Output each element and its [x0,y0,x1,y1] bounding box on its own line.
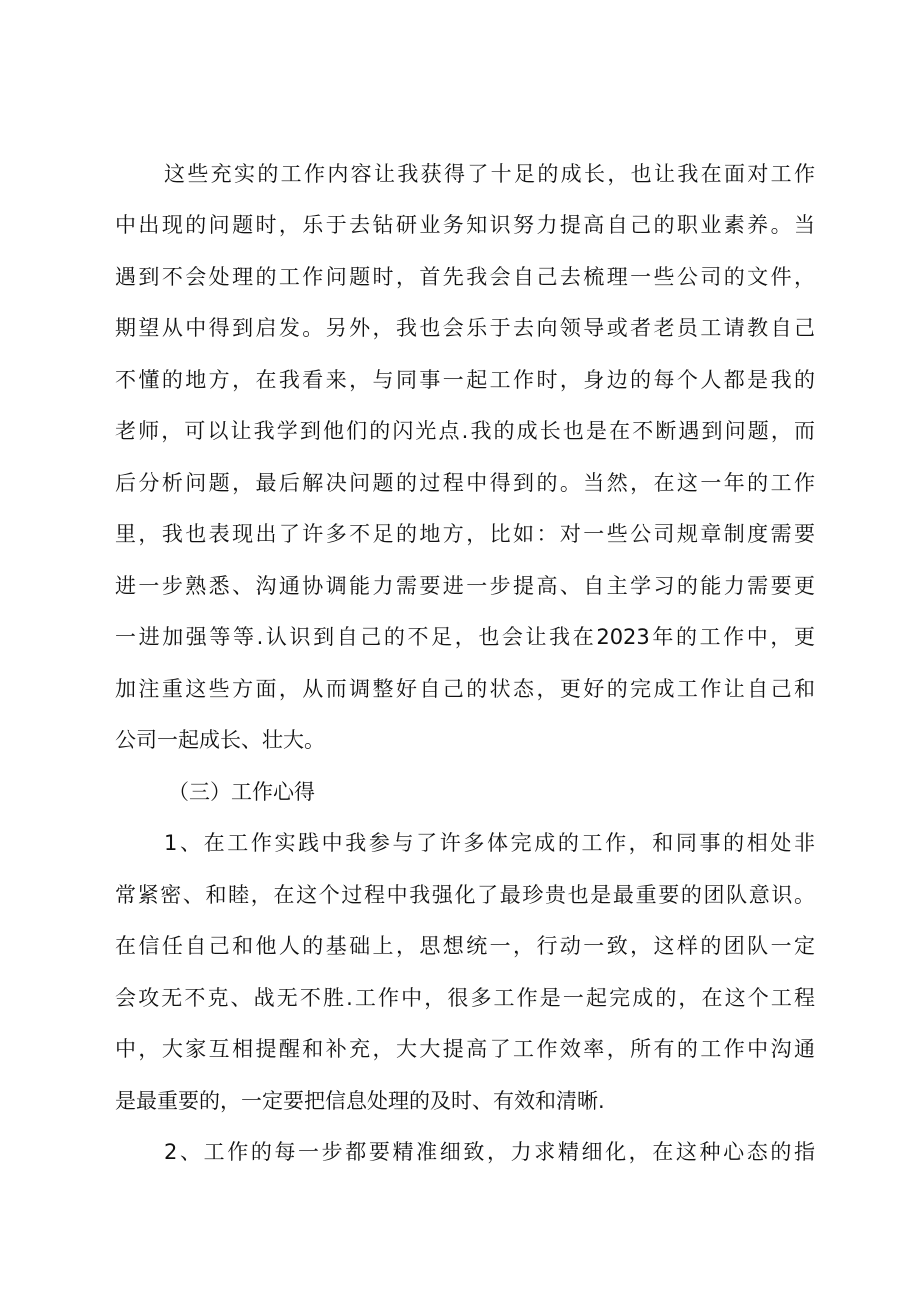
paragraph-line: 这些充实的工作内容让我获得了十足的成长，也让我在面对工作 [164,162,815,186]
paragraph-line: 在信任自己和他人的基础上，思想统一，行动一致，这样的团队一定 [115,934,815,958]
paragraph-line: 后分析问题，最后解决问题的过程中得到的。当然，在这一年的工作 [115,471,815,495]
paragraph-line: 中出现的问题时，乐于去钻研业务知识努力提高自己的职业素养。当 [115,213,815,237]
paragraph-line: 一进加强等等.认识到自己的不足，也会让我在2023年的工作中，更 [115,625,815,649]
paragraph-line: 是最重要的，一定要把信息处理的及时、有效和清晰. [115,1089,605,1113]
paragraph-line: 2、工作的每一步都要精准细致，力求精细化，在这种心态的指 [164,1140,815,1164]
paragraph-line: 期望从中得到启发。另外，我也会乐于去向领导或者老员工请教自己 [115,316,815,340]
paragraph-line: 遇到不会处理的工作问题时，首先我会自己去梳理一些公司的文件， [115,265,815,289]
paragraph-line: 不懂的地方，在我看来，与同事一起工作时，身边的每个人都是我的 [115,368,815,392]
paragraph-line: 里，我也表现出了许多不足的地方，比如：对一些公司规章制度需要 [115,522,815,546]
paragraph-line: 常紧密、和睦，在这个过程中我强化了最珍贵也是最重要的团队意识。 [115,883,815,907]
paragraph-line: 中，大家互相提醒和补充，大大提高了工作效率，所有的工作中沟通 [115,1037,815,1061]
paragraph-line: 加注重这些方面，从而调整好自己的状态，更好的完成工作让自己和 [115,677,815,701]
paragraph-line: 会攻无不克、战无不胜.工作中，很多工作是一起完成的，在这个工程 [115,986,815,1010]
paragraph-line: 进一步熟悉、沟通协调能力需要进一步提高、自主学习的能力需要更 [115,574,815,598]
section-heading: （三）工作心得 [168,780,315,804]
paragraph-line: 1、在工作实践中我参与了许多体完成的工作，和同事的相处非 [164,831,815,855]
paragraph-line: 公司一起成长、壮大。 [115,728,325,752]
paragraph-line: 老师，可以让我学到他们的闪光点.我的成长也是在不断遇到问题，而 [115,419,815,443]
